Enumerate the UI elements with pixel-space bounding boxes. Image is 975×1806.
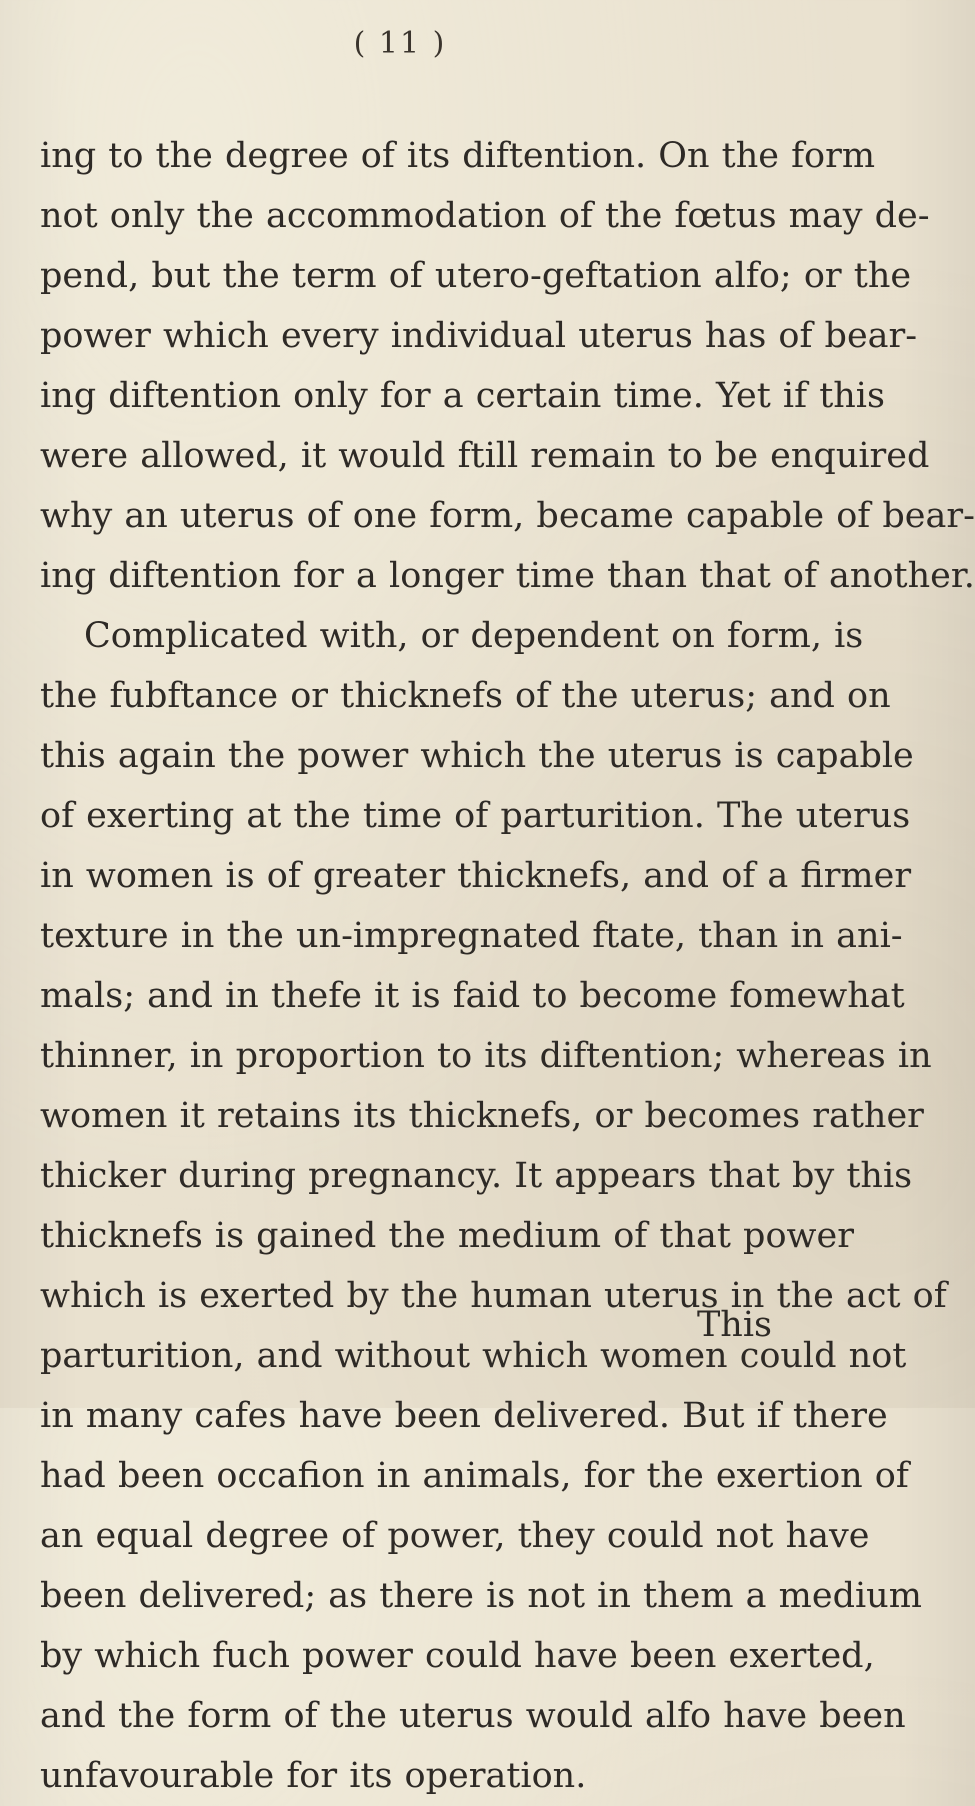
text-line: ing to the degree of its diftention. On the form <box>40 136 876 176</box>
text-line: an equal degree of power, they could not have <box>40 1516 870 1556</box>
text-line: the fubftance or thicknefs of the uterus; and on <box>40 676 891 716</box>
text-line: thicker during pregnancy. It appears that by this <box>40 1156 913 1196</box>
text-line: ing diftention for a longer time than that of another. <box>40 556 975 596</box>
text-line: by which fuch power could have been exerted, <box>40 1636 875 1676</box>
text-line: this again the power which the uterus is capable <box>40 736 914 776</box>
body-text <box>40 126 975 1806</box>
text-line: parturition, and without which women could not <box>40 1336 907 1376</box>
text-line: power which every individual uterus has of bear- <box>40 316 918 356</box>
text-line: in women is of greater thicknefs, and of a firmer <box>40 856 912 896</box>
text-line: women it retains its thicknefs, or becomes rather <box>40 1096 924 1136</box>
text-line: pend, but the term of utero-geftation alfo; or the <box>40 256 912 296</box>
text-line: and the form of the uterus would alfo have been <box>40 1696 906 1736</box>
text-line: thinner, in proportion to its diftention; whereas in <box>40 1036 932 1076</box>
text-line: which is exerted by the human uterus in the act of <box>40 1276 947 1316</box>
text-line: why an uterus of one form, became capable of bear- <box>40 496 975 536</box>
page-number: ( 11 ) <box>353 26 447 61</box>
text-line: thicknefs is gained the medium of that power <box>40 1216 854 1256</box>
text-line: of exerting at the time of parturition. The uterus <box>40 796 911 836</box>
paragraph-start-line: Complicated with, or dependent on form, is <box>84 616 864 656</box>
paragraph-end-line: unfavourable for its operation. <box>40 1756 587 1796</box>
text-line: in many cafes have been delivered. But if there <box>40 1396 888 1436</box>
text-line: ing diftention only for a certain time. Yet if this <box>40 376 885 416</box>
text-line: were allowed, it would ftill remain to be enquired <box>40 436 930 476</box>
text-line: texture in the un-impregnated ftate, than in ani- <box>40 916 903 956</box>
text-line: mals; and in thefe it is faid to become fomewhat <box>40 976 905 1016</box>
catchword: This <box>696 1305 772 1345</box>
text-line: been delivered; as there is not in them a medium <box>40 1576 922 1616</box>
text-line: had been occafion in animals, for the exertion of <box>40 1456 909 1496</box>
text-line: not only the accommodation of the fœtus may de- <box>40 196 930 236</box>
